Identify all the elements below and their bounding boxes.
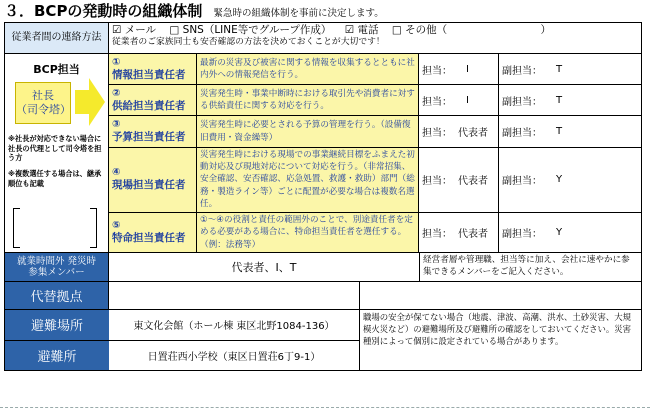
members-label xyxy=(5,253,109,281)
role-main-assignee[interactable] xyxy=(419,85,499,115)
contact-options-cell xyxy=(109,23,641,53)
main-value: 代表者 xyxy=(458,176,488,188)
role-sub-assignee[interactable] xyxy=(499,148,641,212)
members-row xyxy=(5,253,641,282)
role-sub-assignee[interactable] xyxy=(499,54,641,84)
bcp-note-deputy: ※社長が対応できない場合に社長の代理として司令塔を担う方 xyxy=(8,134,102,163)
contact-note: 従業者のご家族同士も安否確認の方法を決めておくことが大切です！ xyxy=(112,37,385,48)
main-value: I xyxy=(466,63,469,75)
section-title: ３．BCPの発動時の組織体制 xyxy=(4,2,203,20)
bcp-heading: BCP担当 xyxy=(33,63,80,76)
role-main-assignee[interactable] xyxy=(419,116,499,146)
contact-option-sns[interactable]: □ SNS（LINE等でグループ作成） xyxy=(169,24,332,36)
sub-value: Y xyxy=(556,226,563,238)
role-number: ④ xyxy=(112,167,121,179)
role-row xyxy=(109,116,641,147)
evacuation-labels xyxy=(5,310,109,370)
section-subtitle: 緊急時の組織体制を事前に決定します。 xyxy=(213,8,384,19)
sub-value: T xyxy=(556,63,563,75)
bcp-block xyxy=(5,54,641,253)
sub-value: T xyxy=(556,126,563,138)
role-description: 災害発生時に必要とされる予算の管理を行う。（設備復旧費用・資金繰等） xyxy=(197,116,419,146)
role-row xyxy=(109,54,641,85)
role-description: 災害発生時における現場での事業継続目標をふまえた初動対応及び現地対応について対応を行う。（非常招集、安全確認、安否確認、応急処置、救護・救助）部門（総務・製造ライン等）ごとに配置が必要な場合は複数名選任。 xyxy=(197,148,419,212)
contact-option-other-close: ） xyxy=(540,24,551,36)
role-main-assignee[interactable] xyxy=(419,54,499,84)
bcp-note-multiple: ※複数選任する場合は、継承順位も記載 xyxy=(8,169,102,188)
main-label: 担当： xyxy=(422,228,452,240)
role-sub-assignee[interactable] xyxy=(499,116,641,146)
sub-label: 副担当： xyxy=(502,176,542,188)
org-table xyxy=(4,22,642,371)
role-name xyxy=(109,148,197,212)
role-row xyxy=(109,148,641,213)
sub-label: 副担当： xyxy=(502,128,542,140)
members-value[interactable]: 代表者、I、T xyxy=(109,253,420,281)
contact-option-other[interactable]: □ その他（ xyxy=(391,24,448,36)
main-label: 担当： xyxy=(422,96,452,108)
main-label: 担当： xyxy=(422,65,452,77)
evacuation-block xyxy=(5,310,641,370)
role-title: 現場担当責任者 xyxy=(112,179,186,192)
role-number: ⑤ xyxy=(112,220,121,232)
sub-label: 副担当： xyxy=(502,96,542,108)
bcp-notes xyxy=(8,134,106,189)
evacuation-values xyxy=(109,310,360,370)
alt-base-value[interactable] xyxy=(109,282,360,309)
sub-label: 副担当： xyxy=(502,65,542,77)
members-label-line1: 就業時間外 発災時 xyxy=(16,255,97,267)
alt-base-blank xyxy=(360,282,641,309)
main-label: 担当： xyxy=(422,176,452,188)
role-title: 情報担当責任者 xyxy=(112,68,186,81)
page-break-line xyxy=(0,407,650,408)
sub-value: T xyxy=(556,94,563,106)
role-row xyxy=(109,213,641,252)
contact-row xyxy=(5,23,641,54)
role-sub-assignee[interactable] xyxy=(499,213,641,252)
roles-list xyxy=(109,54,641,252)
sub-label: 副担当： xyxy=(502,228,542,240)
alt-base-row xyxy=(5,282,641,310)
main-value: 代表者 xyxy=(458,128,488,140)
ceo-title: 社長 xyxy=(32,88,54,102)
members-note: 経営者層や管理職、担当等に加え、会社に速やかに参集できるメンバーをご記入ください。 xyxy=(423,255,630,277)
main-value: 代表者 xyxy=(458,228,488,240)
contact-option-phone[interactable]: ☑ 電話 xyxy=(344,24,379,36)
section-header xyxy=(4,0,644,22)
bcp-left-panel xyxy=(5,54,109,252)
role-title: 予算担当責任者 xyxy=(112,131,186,144)
role-title: 供給担当責任者 xyxy=(112,100,186,112)
role-name xyxy=(109,85,197,115)
role-title: 特命担当責任者 xyxy=(112,232,186,245)
role-description: 最新の災害及び被害に関する情報を収集するとともに社内外への情報発信を行う。 xyxy=(197,54,419,84)
role-name xyxy=(109,116,197,146)
role-main-assignee[interactable] xyxy=(419,148,499,212)
evacuation-note: 職場の安全が保てない場合（地震、津波、高潮、洪水、土砂災害、大規模火災など）の避難場所及び避難所の確認をしておいてください。災害種別によって個別に設定されている場合があります。 xyxy=(363,312,631,346)
role-description: 災害発生時・事業中断時における取引先や消費者に対する供給責任に関する対応を行う。 xyxy=(197,85,419,115)
contact-options xyxy=(112,24,638,37)
role-main-assignee[interactable] xyxy=(419,213,499,252)
sub-value: Y xyxy=(556,174,563,186)
contact-label: 従業者間の連絡方法 xyxy=(5,23,109,53)
ceo-box xyxy=(15,82,71,124)
evac-site-value[interactable]: 東文化会館（ホール棟 東区北野1084-136） xyxy=(109,310,359,341)
role-description: ①～④の役割と責任の範囲外のことで、別途責任者を定める必要がある場合に、特命担当責任者を選任する。（例：法務等） xyxy=(197,213,419,252)
evac-site-label: 避難場所 xyxy=(5,310,109,341)
shelter-value[interactable]: 日置荘西小学校（東区日置荘6丁9-1） xyxy=(147,351,321,363)
role-name xyxy=(109,213,197,252)
role-number: ① xyxy=(112,56,121,68)
main-value: I xyxy=(466,94,469,106)
shelter-label: 避難所 xyxy=(5,341,109,371)
main-label: 担当： xyxy=(422,128,452,140)
role-name xyxy=(109,54,197,84)
deputy-input-bracket[interactable] xyxy=(13,208,97,248)
role-number: ② xyxy=(112,88,121,99)
role-sub-assignee[interactable] xyxy=(499,85,641,115)
members-label-line2: 参集メンバー xyxy=(28,267,85,278)
role-number: ③ xyxy=(112,119,121,131)
alt-base-label: 代替拠点 xyxy=(5,282,109,309)
contact-option-mail[interactable]: ☑ メール xyxy=(112,24,157,36)
role-row xyxy=(109,85,641,116)
ceo-role: （司令塔） xyxy=(16,103,71,116)
